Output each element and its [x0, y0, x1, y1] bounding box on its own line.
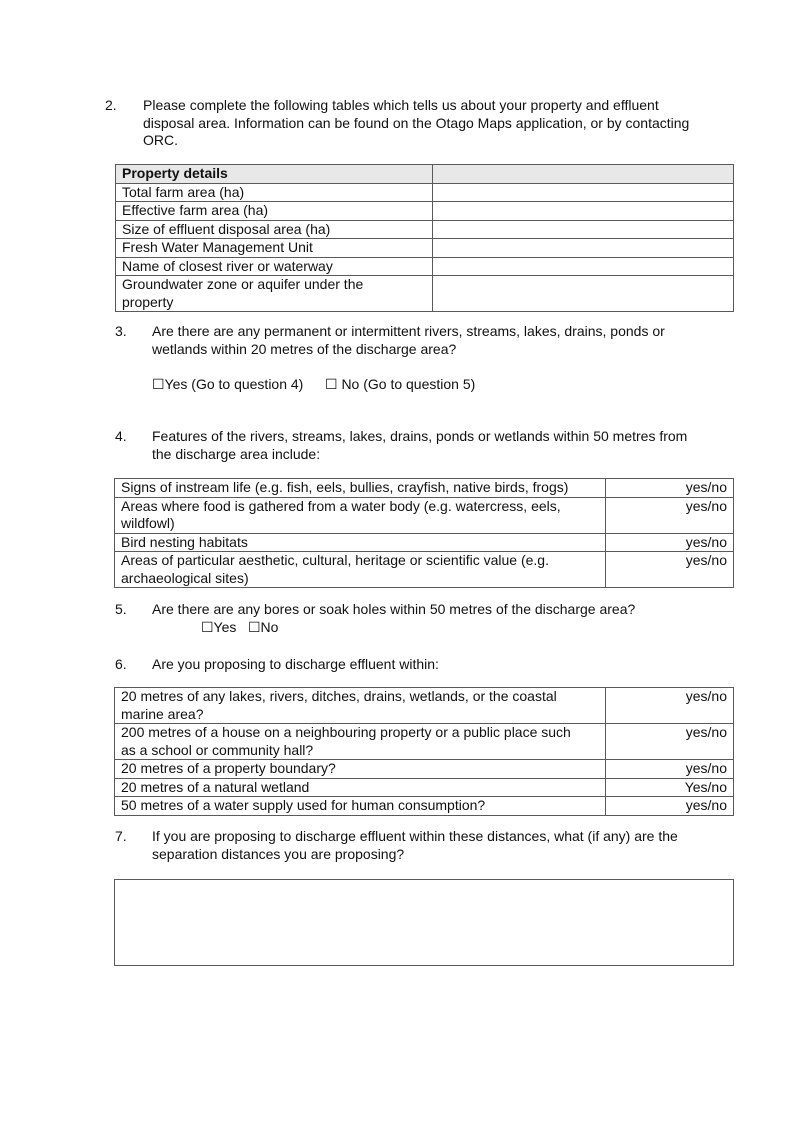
- table-row: [115, 497, 734, 533]
- question-number: 2.: [105, 97, 117, 113]
- yes-no-answer[interactable]: Yes/no: [606, 778, 734, 797]
- groundwater-zone-input[interactable]: [433, 276, 734, 312]
- table-header-cell: [433, 165, 734, 184]
- total-farm-area-input[interactable]: [433, 183, 734, 202]
- row-label-line: archaeological sites): [121, 569, 249, 586]
- row-label: Total farm area (ha): [116, 183, 433, 202]
- table-row: [116, 239, 734, 258]
- row-label-line: Groundwater zone or aquifer under the: [122, 276, 364, 292]
- table-row: [116, 257, 734, 276]
- table-row: [116, 202, 734, 221]
- table-row: [115, 479, 734, 498]
- yes-no-answer[interactable]: yes/no: [606, 724, 734, 760]
- question-text: [152, 323, 665, 358]
- table-row: [115, 552, 734, 588]
- discharge-distance-table: [114, 687, 734, 816]
- row-label-line: property: [122, 293, 174, 310]
- table-row: [115, 797, 734, 816]
- question-text-line: Please complete the following tables which tells us about your property and effluent: [143, 97, 659, 113]
- question-number: 7.: [115, 828, 127, 844]
- table-row: [116, 276, 734, 312]
- question-text-line: ORC.: [143, 132, 178, 148]
- row-label: [115, 497, 606, 533]
- row-label: Size of effluent disposal area (ha): [116, 220, 433, 239]
- question-text: [152, 828, 678, 863]
- yes-no-answer[interactable]: yes/no: [606, 497, 734, 533]
- row-label-line: Areas where food is gathered from a water body (e.g. watercress, eels,: [121, 497, 561, 514]
- no-checkbox-option[interactable]: ☐ No (Go to question 5): [325, 376, 476, 392]
- question-text-line: wetlands within 20 metres of the discharge area?: [152, 340, 457, 357]
- question-number: 4.: [115, 428, 127, 444]
- row-label: Bird nesting habitats: [115, 533, 606, 552]
- no-checkbox-option[interactable]: ☐No: [248, 619, 279, 635]
- yes-no-answer[interactable]: yes/no: [606, 760, 734, 779]
- effective-farm-area-input[interactable]: [433, 202, 734, 221]
- yes-no-answer[interactable]: yes/no: [606, 688, 734, 724]
- yes-checkbox-option[interactable]: ☐Yes (Go to question 4): [152, 376, 304, 392]
- yes-no-answer[interactable]: yes/no: [606, 552, 734, 588]
- row-label: 20 metres of a property boundary?: [115, 760, 606, 779]
- row-label: [116, 276, 433, 312]
- table-row: [115, 533, 734, 552]
- question-text-line: Are there are any permanent or intermittent rivers, streams, lakes, drains, ponds or: [152, 323, 665, 339]
- table-row: [115, 688, 734, 724]
- row-label: [115, 552, 606, 588]
- question-text-line: disposal area. Information can be found on the Otago Maps application, or by contacting: [143, 114, 690, 131]
- yes-no-answer[interactable]: yes/no: [606, 479, 734, 498]
- yes-checkbox-option[interactable]: ☐Yes: [201, 619, 237, 635]
- row-label-line: marine area?: [121, 705, 204, 722]
- table-row: [116, 183, 734, 202]
- row-label: [115, 688, 606, 724]
- row-label-line: as a school or community hall?: [121, 741, 314, 758]
- features-table: [114, 478, 734, 588]
- row-label: 50 metres of a water supply used for human consumption?: [115, 797, 606, 816]
- row-label: Name of closest river or waterway: [116, 257, 433, 276]
- row-label-line: wildfowl): [121, 515, 175, 531]
- question-text: [143, 97, 689, 150]
- freshwater-management-unit-input[interactable]: [433, 239, 734, 258]
- question-number: 3.: [115, 323, 127, 339]
- question-text: [152, 428, 687, 463]
- table-header-cell: Property details: [116, 165, 433, 184]
- table-row: [116, 220, 734, 239]
- table-header-row: [116, 165, 734, 184]
- question-text: Are there are any bores or soak holes within 50 metres of the discharge area?: [152, 601, 636, 617]
- row-label-line: 20 metres of any lakes, rivers, ditches, drains, wetlands, or the coastal: [121, 688, 557, 704]
- effluent-disposal-area-input[interactable]: [433, 220, 734, 239]
- row-label: Effective farm area (ha): [116, 202, 433, 221]
- row-label: Signs of instream life (e.g. fish, eels, bullies, crayfish, native birds, frogs): [115, 479, 606, 498]
- question-text-line: the discharge area include:: [152, 445, 321, 462]
- question-number: 6.: [115, 656, 127, 672]
- question-text-line: separation distances you are proposing?: [152, 845, 405, 862]
- closest-river-input[interactable]: [433, 257, 734, 276]
- separation-distances-answer-box[interactable]: [114, 879, 734, 966]
- table-row: [115, 778, 734, 797]
- question-text-line: If you are proposing to discharge effluent within these distances, what (if any) are the: [152, 828, 678, 844]
- row-label: 20 metres of a natural wetland: [115, 778, 606, 797]
- table-row: [115, 760, 734, 779]
- table-row: [115, 724, 734, 760]
- row-label-line: Areas of particular aesthetic, cultural, heritage or scientific value (e.g.: [121, 552, 549, 568]
- question-text: Are you proposing to discharge effluent within:: [152, 656, 439, 672]
- yes-no-answer[interactable]: yes/no: [606, 797, 734, 816]
- yes-no-answer[interactable]: yes/no: [606, 533, 734, 552]
- row-label: Fresh Water Management Unit: [116, 239, 433, 258]
- question-number: 5.: [115, 601, 127, 617]
- property-details-table: [115, 164, 734, 312]
- row-label: [115, 724, 606, 760]
- row-label-line: 200 metres of a house on a neighbouring property or a public place such: [121, 724, 571, 740]
- question-text-line: Features of the rivers, streams, lakes, drains, ponds or wetlands within 50 metres from: [152, 428, 688, 444]
